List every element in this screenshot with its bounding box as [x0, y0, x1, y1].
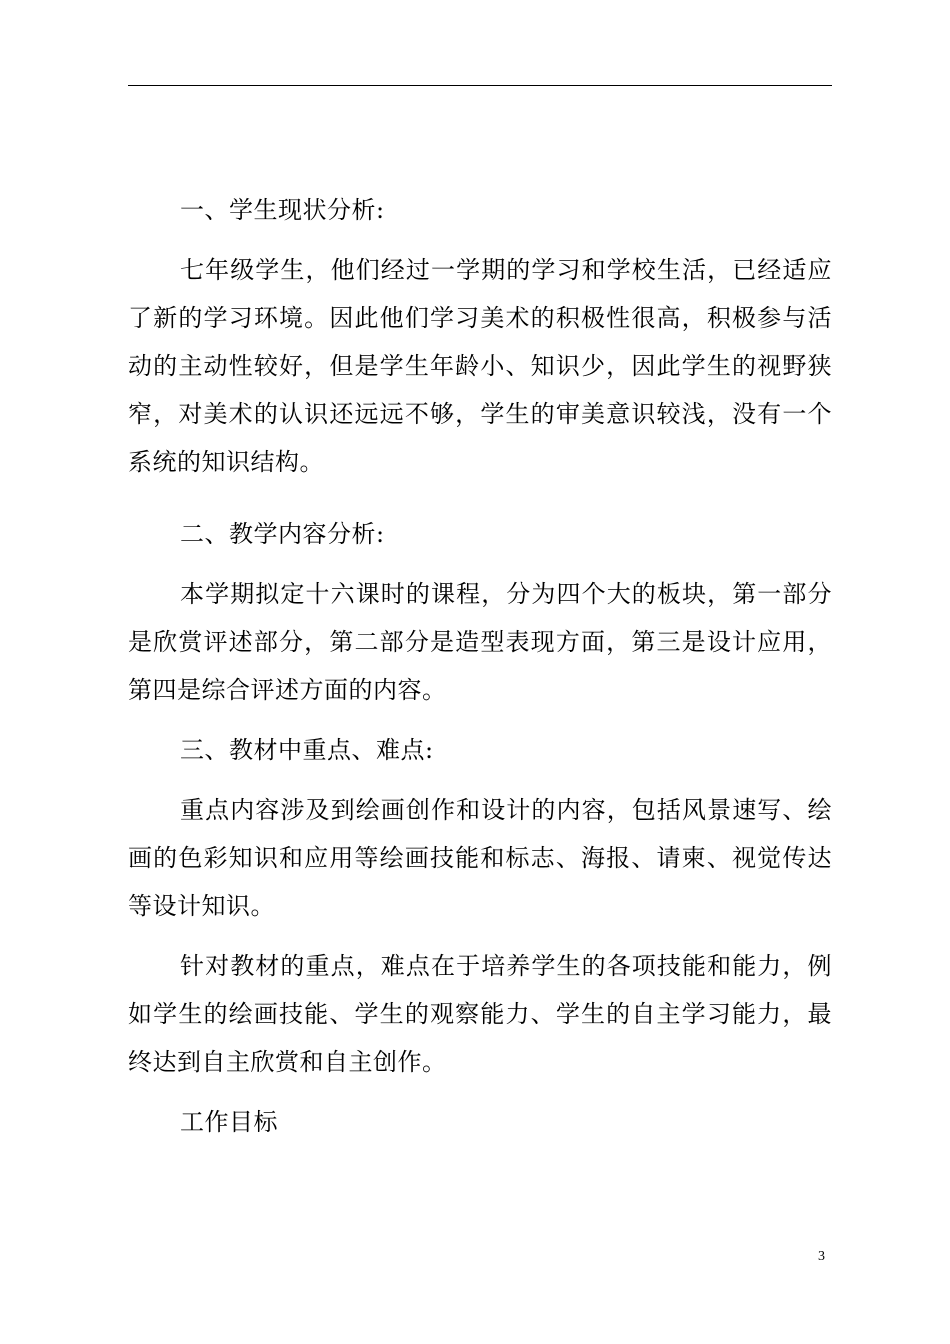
section-heading-key-points: 三、教材中重点、难点:: [180, 736, 434, 764]
paragraph-content-analysis: 本学期拟定十六课时的课程，分为四个大的板块，第一部分是欣赏评述部分，第二部分是造型表现方面，第三是设计应用，第四是综合评述方面的内容。: [128, 580, 832, 704]
paragraph-difficulties: 针对教材的重点，难点在于培养学生的各项技能和能力，例如学生的绘画技能、学生的观察能力、学生的自主学习能力，最终达到自主欣赏和自主创作。: [128, 952, 832, 1076]
section-heading-content-analysis: 二、教学内容分析:: [180, 520, 385, 548]
section-heading-student-analysis: 一、学生现状分析:: [180, 196, 385, 224]
paragraph-student-analysis: 七年级学生，他们经过一学期的学习和学校生活，已经适应了新的学习环境。因此他们学习美术的积极性很高，积极参与活动的主动性较好，但是学生年龄小、知识少，因此学生的视野狭窄，对美术的认识还远远不够，学生的审美意识较浅，没有一个系统的知识结构。: [128, 256, 832, 476]
header-divider: [128, 85, 832, 86]
page-number: 3: [818, 1249, 825, 1264]
section-heading-work-goals: 工作目标: [180, 1108, 278, 1136]
paragraph-key-points: 重点内容涉及到绘画创作和设计的内容，包括风景速写、绘画的色彩知识和应用等绘画技能和标志、海报、请柬、视觉传达等设计知识。: [128, 796, 832, 920]
